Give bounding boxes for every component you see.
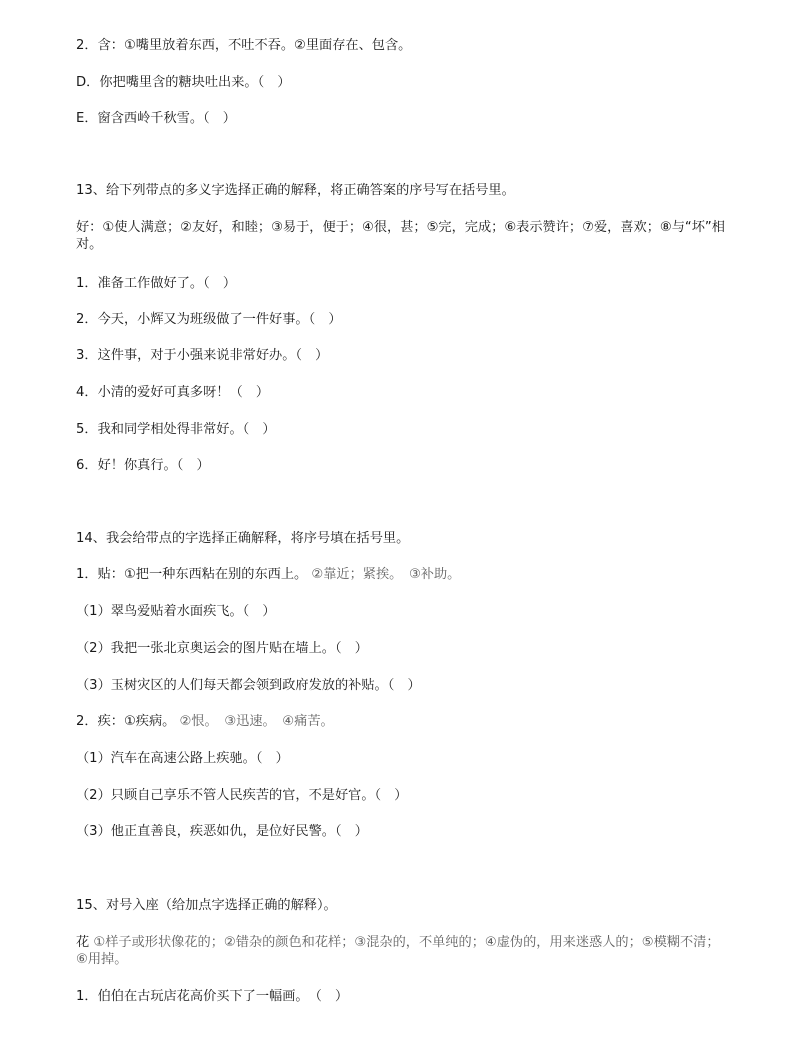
question-13-item-5: 5．我和同学相处得非常好。（ ） [76, 422, 276, 437]
question-13-item-2: 2．今天，小辉又为班级做了一件好事。（ ） [76, 312, 342, 327]
question-13-item-4: 4．小清的爱好可真多呀！（ ） [76, 385, 270, 400]
question-item-d: D．你把嘴里含的糖块吐出来。（ ） [76, 75, 291, 90]
question-15-item-1: 1．伯伯在古玩店花高价买下了一幅画。 （ ） [76, 989, 349, 1004]
question-14-2-item-1: （1）汽车在高速公路上疾驰。（ ） [76, 751, 289, 766]
question-14-1-item-3: （3）玉树灾区的人们每天都会领到政府发放的补贴。（ ） [76, 678, 421, 693]
question-14-2-item-3: （3）他正直善良，疾恶如仇，是位好民警。（ ） [76, 824, 368, 839]
hao-definition: 好：①使人满意；②友好，和睦；③易于，便于；④很，甚；⑤完，完成；⑥表示赞许；⑦爱，喜欢；⑧与“坏”相对。 [76, 220, 725, 252]
question-item-e: E．窗含西岭千秋雪。（ ） [76, 111, 236, 126]
ji-definition-main: 2．疾：①疾病。 [76, 714, 176, 729]
hua-definition-head: 花 [76, 935, 90, 950]
ji-definition [76, 713, 726, 731]
tie-definition-rest: ②靠近；紧挨。 ③补助。 [311, 567, 461, 582]
question-14-1-item-2: （2）我把一张北京奥运会的图片贴在墙上。（ ） [76, 641, 368, 656]
question-13-item-6: 6．好！你真行。（ ） [76, 458, 210, 473]
hua-definition [76, 934, 726, 968]
hua-definition-body: ①样子或形状像花的；②错杂的颜色和花样；③混杂的，不单纯的；④虚伪的，用来迷惑人的；⑤模糊不清；⑥用掉。 [76, 935, 720, 967]
tie-definition-main: 1．贴：①把一种东西粘在别的东西上。 [76, 567, 308, 582]
ji-definition-rest: ②恨。 ③迅速。 ④痛苦。 [179, 714, 334, 729]
question-13-item-1: 1．准备工作做好了。（ ） [76, 276, 237, 291]
han-definition: 2．含：①嘴里放着东西，不吐不吞。②里面存在、包含。 [76, 38, 412, 53]
question-14-2-item-2: （2）只顾自己享乐不管人民疾苦的官，不是好官。（ ） [76, 788, 408, 803]
tie-definition [76, 566, 726, 584]
question-13-item-3: 3．这件事，对于小强来说非常好办。（ ） [76, 348, 329, 363]
question-13-title: 13、给下列带点的多义字选择正确的解释，将正确答案的序号写在括号里。 [76, 183, 515, 198]
question-14-1-item-1: （1）翠鸟爱贴着水面疾飞。（ ） [76, 604, 276, 619]
question-14-title: 14、我会给带点的字选择正确解释，将序号填在括号里。 [76, 531, 410, 546]
question-15-title: 15、对号入座（给加点字选择正确的解释）。 [76, 898, 337, 913]
